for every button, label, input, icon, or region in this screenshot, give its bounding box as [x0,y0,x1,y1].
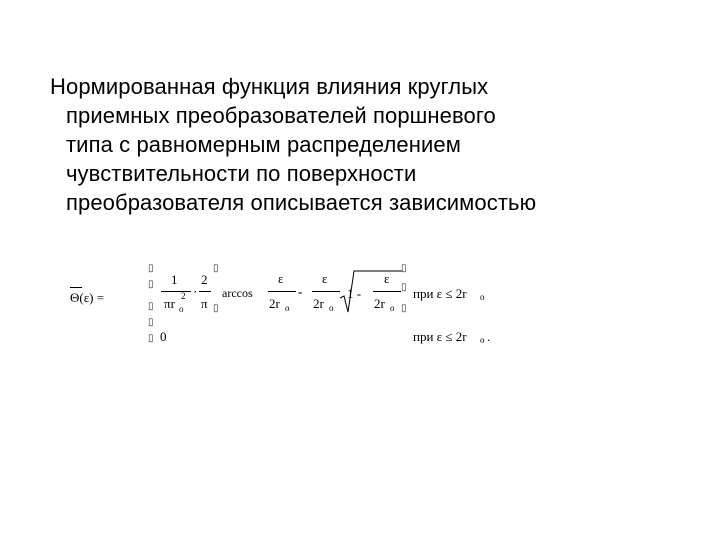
frac5-numerator: ε [384,271,390,286]
frac4-numerator: ε [322,271,328,286]
frac3-denominator: 2r [269,296,280,311]
bracket-glyph-4: ▯ [401,282,407,293]
frac4-bar [312,291,340,292]
bracket-glyph-2: ▯ [213,303,219,314]
theta-overline [70,287,82,288]
frac5-bar [373,291,401,292]
brace-glyph-3: ▯ [148,301,154,312]
minus-sign: - [298,284,303,299]
brace-glyph-1: ▯ [148,263,154,274]
frac3-bar [268,291,296,292]
case2-trailing-period: . [487,329,491,344]
bracket-glyph-1: ▯ [213,263,219,274]
bracket-glyph-5: ▯ [401,303,407,314]
case2-value: 0 [160,329,167,344]
frac3-denominator-sub: o [285,303,290,313]
frac5-denominator: 2r [374,296,385,311]
paragraph-line-2: приемных преобразователей поршневого [66,103,496,128]
frac1-numerator: 1 [171,272,178,287]
frac4-denominator: 2r [313,296,324,311]
brace-glyph-2: ▯ [148,279,154,290]
paragraph-line-3: типа с равномерным распределением [66,132,461,157]
paragraph-line-5: преобразователя описывается зависимостью [66,190,537,215]
sqrt-inner-term: 1 - [347,286,362,301]
arccos-label: arccos [222,286,253,300]
multiply-dot: · [193,284,198,299]
case2-condition-sub: o [480,335,485,345]
case1-condition-sub: o [480,292,485,302]
case2-condition: при ε ≤ 2r [413,329,467,344]
bracket-glyph-3: ▯ [401,263,407,274]
frac1-denominator-sub: o [179,304,184,314]
formula-lhs: Θ(ε) = [70,290,105,305]
frac2-numerator: 2 [201,272,208,287]
frac2-denominator: π [201,296,208,311]
brace-glyph-4: ▯ [148,317,154,328]
frac4-denominator-sub: o [329,303,334,313]
frac1-denominator: πr [164,296,175,311]
frac3-numerator: ε [278,271,284,286]
paragraph-line-1: Нормированная функция влияния круглых [50,74,489,99]
frac1-bar [161,291,191,292]
frac2-bar [199,291,211,292]
frac1-denominator-sup: 2 [181,291,186,301]
paragraph-line-4: чувствительности по поверхности [66,161,417,186]
frac5-denominator-sub: o [390,303,395,313]
case1-condition: при ε ≤ 2r [413,286,467,301]
brace-glyph-5: ▯ [148,333,154,344]
